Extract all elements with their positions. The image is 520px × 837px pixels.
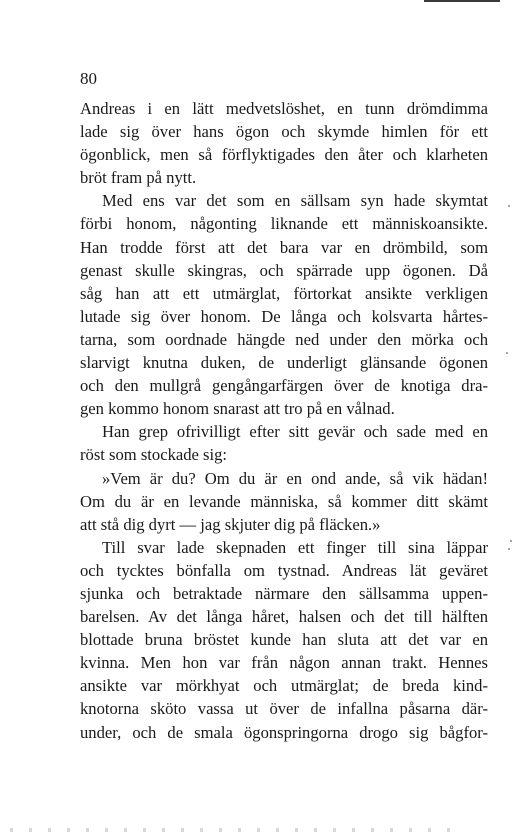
text-line: lade sig över hans ögon och skymde himlen för ett bbox=[80, 122, 488, 142]
text-line: slarvigt knutna duken, de underligt glänsande ögonen bbox=[80, 353, 488, 373]
text-line: förbi honom, någonting liknande ett människoansikte. bbox=[80, 214, 488, 234]
text-line: och tycktes bönfalla om tystnad. Andreas lät geväret bbox=[80, 560, 488, 580]
margin-speck bbox=[510, 540, 512, 542]
text-line: Om du är en levande människa, så kommer ditt skämt bbox=[80, 491, 488, 511]
margin-speck bbox=[508, 548, 510, 550]
text-line: bröt fram på nytt. bbox=[80, 168, 197, 188]
page-number: 80 bbox=[80, 69, 97, 88]
margin-speck bbox=[508, 205, 510, 207]
bottom-edge-bleed bbox=[10, 828, 450, 832]
text-line: ansikte var mörkhyat och utmärglat; de breda kind- bbox=[80, 676, 488, 696]
text-line: under, och de smala ögonspringorna drogo sig bågfor- bbox=[80, 722, 488, 742]
text-line: Han trodde först att det bara var en drömbild, som bbox=[80, 237, 488, 257]
text-line: kvinna. Men hon var från någon annan trakt. Hennes bbox=[80, 653, 488, 673]
text-line: genast skulle skingras, och spärrade upp ögonen. Då bbox=[80, 260, 488, 280]
top-edge-rule bbox=[424, 0, 500, 2]
text-line: knotorna sköto vassa ut över de infallna påsarna där- bbox=[80, 699, 488, 719]
text-line: blottade bruna bröstet kunde han sluta att det var en bbox=[80, 630, 488, 650]
text-line: ögonblick, men så förflyktigades den åter och klarheten bbox=[80, 145, 488, 165]
text-line: såg han att ett utmärglat, förtorkat ansikte verkligen bbox=[80, 283, 488, 303]
text-line: Andreas i en lätt medvetslöshet, en tunn drömdimma bbox=[80, 99, 488, 118]
text-line: tarna, som oordnade hängde ned under den mörka och bbox=[80, 329, 488, 349]
margin-speck bbox=[506, 352, 508, 354]
text-line: och den mullgrå gengångarfärgen över de knotiga dra- bbox=[80, 376, 488, 396]
text-line: Han grep ofrivilligt efter sitt gevär och sade med en bbox=[102, 422, 488, 442]
text-line: »Vem är du? Om du är en ond ande, så vik hädan! bbox=[102, 468, 488, 488]
body-text bbox=[80, 97, 488, 744]
text-line: lutade sig över honom. De långa och kolsvarta hårtes- bbox=[80, 306, 488, 326]
text-line: barelsen. Av det långa håret, halsen och det till hälften bbox=[80, 607, 488, 627]
text-line: sjunka och betraktade närmare den sällsamma uppen- bbox=[80, 583, 488, 603]
text-line: Till svar lade skepnaden ett finger till sina läppar bbox=[102, 537, 488, 557]
text-line: röst som stockade sig: bbox=[80, 445, 228, 465]
text-line: Med ens var det som en sällsam syn hade skymtat bbox=[102, 191, 488, 211]
text-line: att stå dig dyrt — jag skjuter dig på fläcken.» bbox=[80, 514, 381, 534]
text-line: gen kommo honom snarast att tro på en vålnad. bbox=[80, 399, 395, 419]
